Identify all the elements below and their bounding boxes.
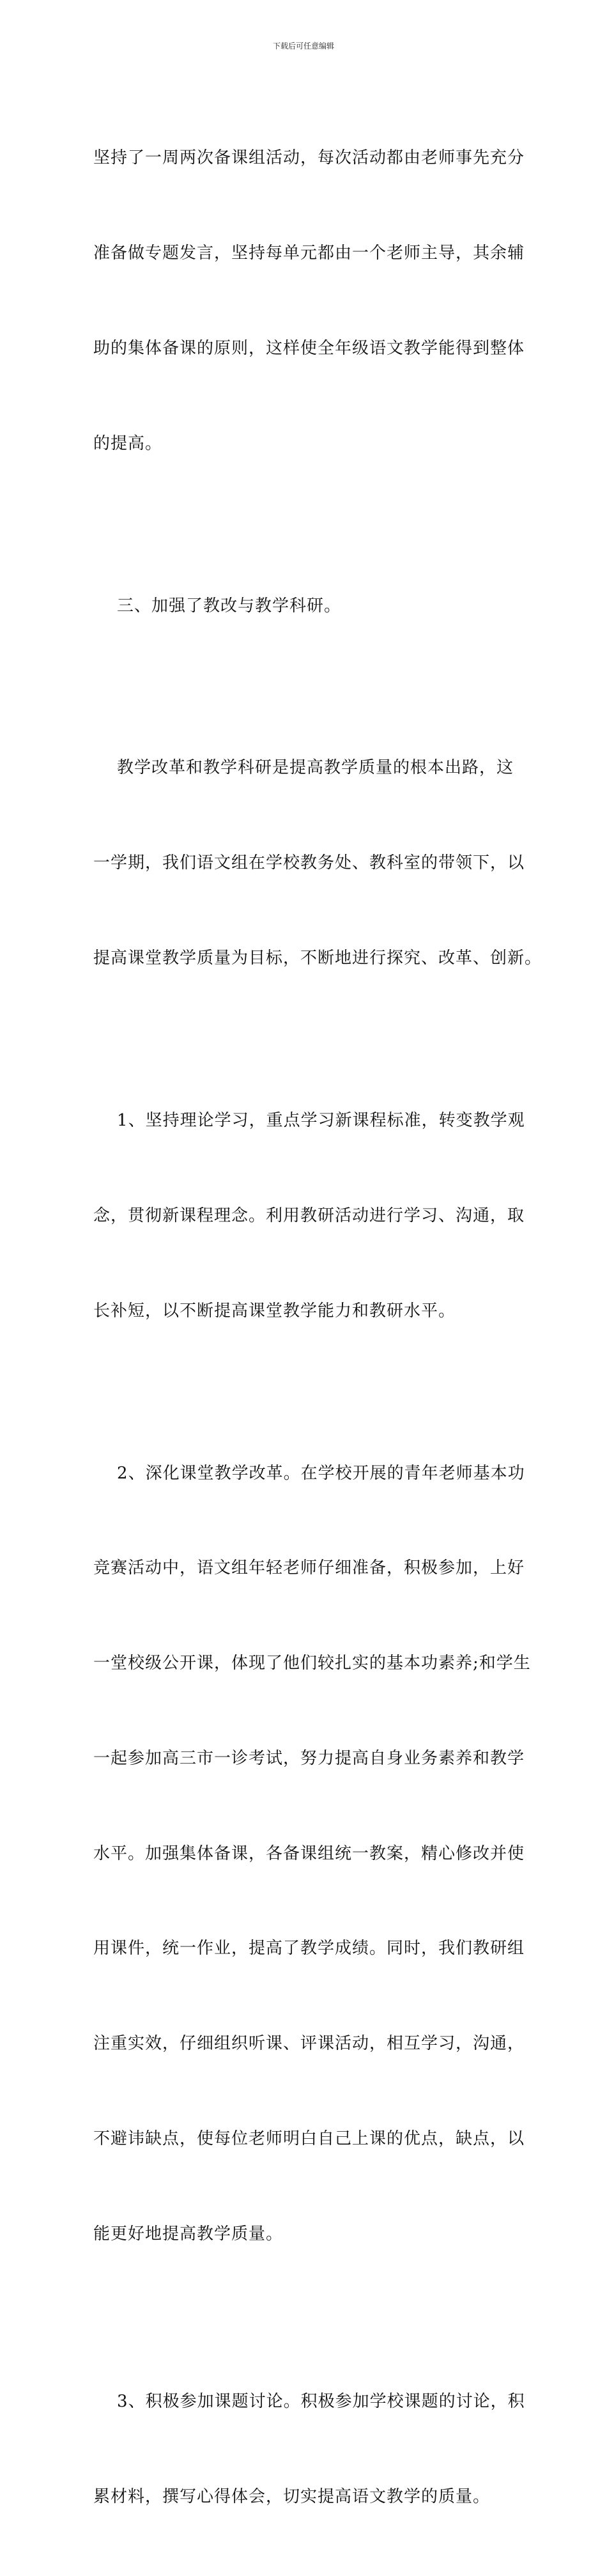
text-line: 坚持了一周两次备课组活动，每次活动都由老师事先充分 — [93, 148, 525, 168]
text-line: 1、坚持理论学习，重点学习新课程标准，转变教学观 — [93, 1111, 525, 1130]
text-line: 助的集体备课的原则，这样使全年级语文教学能得到整体 — [93, 338, 525, 358]
text-line: 提高课堂教学质量为目标，不断地进行探究、改革、创新。 — [93, 949, 542, 968]
text-line: 不避讳缺点，使每位老师明白自己上课的优点，缺点，以 — [93, 2129, 525, 2148]
text-line: 注重实效，仔细组织听课、评课活动，相互学习，沟通， — [93, 2034, 525, 2054]
text-line: 的提高。 — [93, 433, 163, 453]
paragraph-item-2 — [93, 1394, 531, 2313]
text-line: 念，贯彻新课程理念。利用教研活动进行学习、沟通，取 — [93, 1206, 525, 1225]
paragraph-item-3 — [93, 2323, 525, 2576]
paragraph-item-1 — [93, 1042, 525, 1391]
paragraph-preparation — [93, 79, 525, 523]
text-line: 一堂校级公开课，体现了他们较扎实的基本功素养;和学生 — [93, 1654, 531, 1673]
paragraph-reform-intro — [93, 689, 542, 1038]
document-body — [93, 79, 542, 2576]
text-line: 3、积极参加课题讨论。积极参加学校课题的讨论，积 — [93, 2391, 525, 2411]
page-header-note: 下载后可任意编辑 — [272, 42, 334, 50]
text-line: 长补短，以不断提高课堂教学能力和教研水平。 — [93, 1301, 456, 1321]
text-line: 一学期，我们语文组在学校教务处、教科室的带领下，以 — [93, 853, 525, 873]
heading-line: 三、加强了教改与教学科研。 — [93, 596, 342, 616]
text-line: 累材料，撰写心得体会，切实提高语文教学的质量。 — [93, 2487, 491, 2506]
text-line: 准备做专题发言，坚持每单元都由一个老师主导，其余辅 — [93, 243, 525, 263]
text-line: 竞赛活动中，语文组年轻老师仔细准备，积极参加，上好 — [93, 1558, 525, 1578]
text-line: 水平。加强集体备课，各备课组统一教案，精心修改并使 — [93, 1843, 525, 1863]
text-line: 教学改革和教学科研是提高教学质量的根本出路，这 — [93, 758, 514, 778]
text-line: 一起参加高三市一诊考试，努力提高自身业务素养和教学 — [93, 1748, 525, 1768]
text-line: 能更好地提高教学质量。 — [93, 2224, 284, 2244]
text-line: 用课件，统一作业，提高了教学成绩。同时，我们教研组 — [93, 1939, 525, 1959]
text-line: 2、深化课堂教学改革。在学校开展的青年老师基本功 — [93, 1463, 525, 1483]
section-heading-three — [93, 527, 520, 685]
